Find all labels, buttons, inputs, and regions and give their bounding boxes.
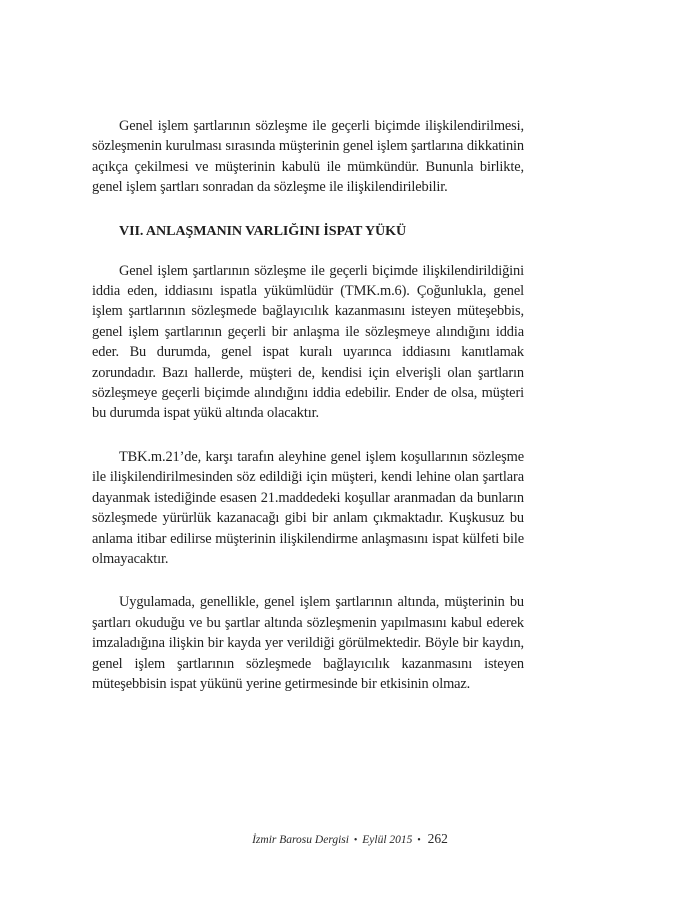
issue-date: Eylül 2015 <box>362 834 413 846</box>
section-heading: VII. ANLAŞMANIN VARLIĞINI İSPAT YÜKÜ <box>119 222 407 239</box>
page-body <box>92 116 524 694</box>
paragraph-4: Uygulamada, genellikle, genel işlem şartlarının altında, müşterinin bu şartları okuduğu ve bu şartlar altında sözleşmenin yapılmasını kabul ederek imzaladığına ilişkin bir kayda yer verildiği görülmektedir. Böyle bir kaydın, genel işlem şartlarının sözleşmede bağlayıcılık kazanmasını isteyen müteşebbisin ispat yükünü yerine getirmesinde bir etkisinin olmaz. <box>92 594 524 692</box>
paragraph-2: Genel işlem şartlarının sözleşme ile geçerli biçimde ilişkilendirildiğini iddia eden, iddiasını ispatla yükümlüdür (TMK.m.6). Çoğunlukla, genel işlem şartlarının sözleşmede bağlayıcılık kazanmasını isteyen müteşebbis, genel işlem şartlarının geçerli bir anlaşma ile sözleşmeye alındığını iddia eder. Bu durumda, genel ispat kuralı uyarınca iddiasını kanıtlamak zorundadır. Bazı hallerde, müşteri de, kendisi için elverişli olan şartların sözleşmeye geçerli biçimde alındığını iddia edebilir. Ender de olsa, müşteri bu durumda ispat yükü altında olacaktır. <box>92 262 524 422</box>
page-footer <box>0 831 700 849</box>
paragraph-1: Genel işlem şartlarının sözleşme ile geçerli biçimde ilişkilendirilmesi, sözleşmenin kurulması sırasında müşterinin genel işlem şartlarına dikkatinin açıkça çekilmesi ve müşterinin kabulü ile mümkündür. Bununla birlikte, genel işlem şartları sonradan da sözleşme ile ilişkilendirilebilir. <box>92 118 524 196</box>
footer-separator: • <box>417 835 421 846</box>
footer-separator: • <box>353 835 358 846</box>
paragraph-3: TBK.m.21’de, karşı tarafın aleyhine genel işlem koşullarının sözleşme ile ilişkilendirilmesinden söz edildiği için müşteri, kendi lehine olan şartlara dayanmak istediğinde esasen 21.maddedeki koşullar aranmadan da bunların sözleşmede yürürlük kazanacağı gibi bir anlam çıkmaktadır. Kuşkusuz bu anlama itibar edilirse müşterinin ilişkilendirme anlaşmasını ispat külfeti bile olmayacaktır. <box>92 448 524 567</box>
journal-name: İzmir Barosu Dergisi <box>252 834 349 846</box>
page-number: 262 <box>427 831 448 846</box>
